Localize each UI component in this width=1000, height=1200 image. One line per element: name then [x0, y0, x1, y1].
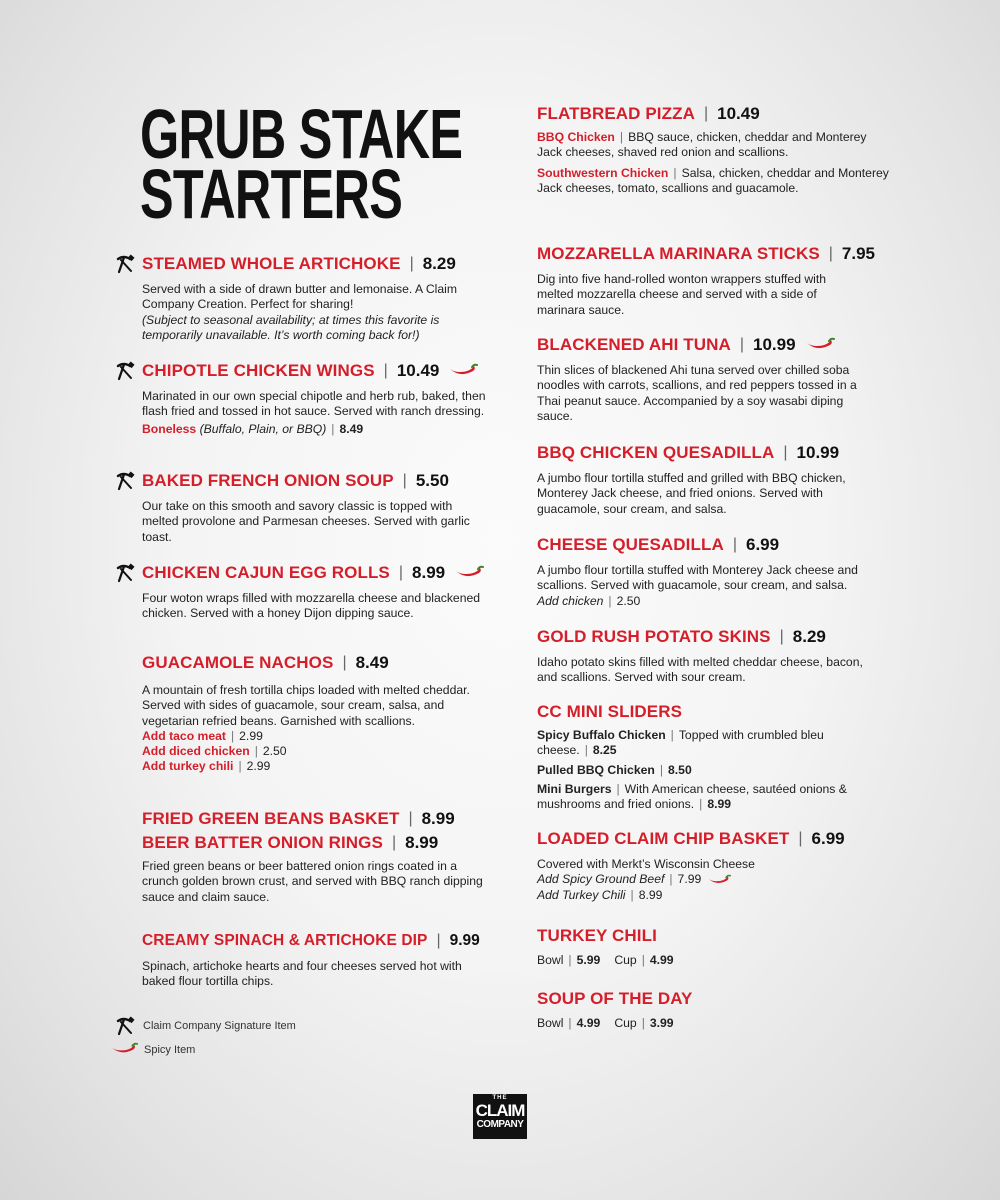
item-price: 8.99: [421, 809, 455, 828]
addon-row: Add diced chicken | 2.50: [142, 744, 287, 759]
legend-signature: [115, 1016, 296, 1036]
item-note: (Subject to seasonal availability; at times this favorite is temporarily unavailable. It’s worth coming back for!): [142, 312, 440, 342]
variant-description: BBQ sauce, chicken, cheddar and Monterey Jack cheeses, shaved red onion and scallions.: [537, 130, 867, 160]
bowl-label: Bowl: [537, 1016, 564, 1030]
variant-description: With American cheese, sautéed onions & mushrooms and fried onions.: [537, 781, 847, 812]
addon-label: Add Turkey Chili: [537, 887, 626, 902]
item-price: 8.49: [355, 653, 389, 672]
item-name: TURKEY CHILI: [537, 926, 657, 945]
item-name: MOZZARELLA MARINARA STICKS: [537, 244, 820, 263]
variant-label: Spicy Buffalo Chicken: [537, 728, 666, 742]
item-price: 10.99: [796, 443, 840, 462]
variant-description: Salsa, chicken, cheddar and Monterey Jack cheeses, tomato, scallions and guacamole.: [537, 165, 889, 195]
signature-pickaxe-icon: [115, 471, 135, 491]
size-prices: Bowl | 4.99 Cup | 3.99: [537, 1016, 674, 1030]
item-name: CHEESE QUESADILLA: [537, 535, 724, 554]
logo-line-3: COMPANY: [476, 1119, 524, 1130]
item-price: 10.49: [717, 104, 760, 123]
variant-label: Pulled BBQ Chicken: [537, 762, 655, 777]
addon-label: Add Spicy Ground Beef: [537, 872, 665, 887]
option-label: Boneless: [142, 421, 197, 436]
item-variant: Mini Burgers | With American cheese, sautéed onions & mushrooms and fried onions. | 8.99: [537, 781, 847, 812]
logo-line-2: CLAIM: [475, 1101, 525, 1120]
page-title: [140, 95, 463, 233]
item-name: FLATBREAD PIZZA: [537, 104, 695, 123]
item-description: Four woton wraps filled with mozzarella cheese and blackened chicken. Served with a honey Dijon dipping sauce.: [142, 591, 481, 621]
item-price: 5.50: [415, 471, 449, 490]
spicy-chili-icon: [110, 1042, 138, 1057]
item-price: 10.49: [396, 361, 440, 380]
item-price: 6.99: [746, 535, 780, 554]
variant-price: 8.25: [592, 743, 617, 758]
legend-spicy: [110, 1042, 195, 1057]
menu-item-cajun-egg-rolls: CHICKEN CAJUN EGG ROLLS | 8.99 Four woton wraps filled with mozzarella cheese and blackened chicken. Served with a honey Dijon dipping sauce.: [142, 562, 487, 622]
item-variant: Spicy Buffalo Chicken | Topped with crumbled bleu cheese. | 8.25: [537, 728, 824, 758]
spicy-chili-icon: [454, 565, 484, 581]
addon-label: Add taco meat: [142, 728, 226, 743]
variant-label: Southwestern Chicken: [537, 165, 669, 180]
addon-price: 2.50: [262, 744, 287, 759]
addon-price: 7.99: [677, 872, 702, 887]
signature-pickaxe-icon: [115, 563, 135, 583]
menu-item-mozzarella-sticks: MOZZARELLA MARINARA STICKS | 7.95 Dig into five hand-rolled wonton wrappers stuffed with melted mozzarella cheese and served with a side of marinara sauce.: [537, 244, 876, 317]
item-description: Thin slices of blackened Ahi tuna served over chilled soba noodles with carrots, scallions, and red peppers tossed in a Thai peanut sauce. Accompanied by a soy wasabi diping sauce.: [537, 363, 857, 423]
item-name: BLACKENED AHI TUNA: [537, 335, 731, 354]
item-description: Our take on this smooth and savory classic is topped with melted provolone and Parmesan cheeses. Served with garlic toast.: [142, 499, 470, 544]
item-name: STEAMED WHOLE ARTICHOKE: [142, 254, 401, 273]
addon-label: Add chicken: [537, 593, 604, 608]
item-price: 9.99: [449, 932, 480, 949]
item-description: Spinach, artichoke hearts and four cheeses served hot with baked flour tortilla chips.: [142, 959, 462, 989]
size-prices: Bowl | 5.99 Cup | 4.99: [537, 953, 674, 967]
bowl-price: 5.99: [576, 953, 601, 967]
menu-item-soup-of-the-day: [537, 988, 892, 1031]
addon-price: 2.99: [239, 728, 263, 743]
signature-pickaxe-icon: [115, 361, 135, 381]
variant-label: Mini Burgers: [537, 781, 612, 796]
cup-label: Cup: [614, 953, 637, 967]
signature-pickaxe-icon: [115, 254, 135, 274]
option-detail: (Buffalo, Plain, or BBQ): [199, 421, 327, 436]
item-description: A jumbo flour tortilla stuffed with Monterey Jack cheese and scallions. Served with guacamole, sour cream, and salsa.: [537, 563, 858, 593]
menu-item-guacamole-nachos: GUACAMOLE NACHOS | 8.49 A mountain of fresh tortilla chips loaded with melted cheddar. Served with sides of guacamole, sour cream, salsa, and vegetarian refried beans. Garnished with scallions. Add taco meat | 2.99 Add diced chicken | 2.50 Add turkey chili | 2.99: [142, 652, 487, 775]
item-price: 10.99: [753, 335, 796, 354]
variant-label: BBQ Chicken: [537, 130, 615, 144]
item-description: Dig into five hand-rolled wonton wrappers stuffed with melted mozzarella cheese and served with a side of marinara sauce.: [537, 272, 827, 317]
item-price: 6.99: [811, 829, 845, 848]
menu-item-french-onion-soup: BAKED FRENCH ONION SOUP | 5.50 Our take on this smooth and savory classic is topped with melted provolone and Parmesan cheeses. Served with garlic toast.: [142, 470, 487, 545]
item-description: Idaho potato skins filled with melted cheddar cheese, bacon, and scallions. Served with sour cream.: [537, 655, 863, 685]
claim-company-logo: [473, 1094, 527, 1139]
menu-item-turkey-chili: [537, 925, 892, 968]
menu-item-bbq-quesadilla: BBQ CHICKEN QUESADILLA | 10.99 A jumbo flour tortilla stuffed and grilled with BBQ chicken, Monterey Jack cheese, and fried onions. Served with guacamole, sour cream, and salsa.: [537, 442, 892, 517]
item-name: CHIPOTLE CHICKEN WINGS: [142, 361, 375, 380]
item-price-2: 8.99: [405, 833, 439, 852]
menu-item-cheese-quesadilla: CHEESE QUESADILLA | 6.99 A jumbo flour tortilla stuffed with Monterey Jack cheese and scallions. Served with guacamole, sour cream, and salsa. Add chicken | 2.50: [537, 535, 858, 608]
addon-label: Add turkey chili: [142, 759, 234, 774]
menu-item-mini-sliders: [537, 701, 892, 812]
item-name: LOADED CLAIM CHIP BASKET: [537, 829, 790, 848]
item-description: Marinated in our own special chipotle and herb rub, baked, then flash fried and tossed in hot sauce. Served with ranch dressing.: [142, 389, 486, 419]
item-price: 7.95: [841, 244, 876, 263]
addon-label: Add diced chicken: [142, 744, 250, 759]
title-line-1: GRUB STAKE: [140, 95, 463, 173]
item-description: Fried green beans or beer battered onion rings coated in a crunch golden brown crust, and served with BBQ ranch dipping sauce and claim sauce.: [142, 859, 483, 904]
variant-price: 8.50: [668, 762, 692, 777]
menu-item-flatbread-pizza: FLATBREAD PIZZA | 10.49 BBQ Chicken | BBQ sauce, chicken, cheddar and Monterey Jack cheeses, shaved red onion and scallions. Southwestern Chicken | Salsa, chicken, cheddar and Monterey Jack cheeses, tomato, scallions and guacamole.: [537, 103, 892, 196]
item-price: 8.29: [792, 627, 826, 646]
item-name-2: BEER BATTER ONION RINGS: [142, 833, 383, 852]
item-name: GUACAMOLE NACHOS: [142, 653, 334, 672]
item-name: CC MINI SLIDERS: [537, 702, 683, 721]
item-name: BAKED FRENCH ONION SOUP: [142, 471, 394, 490]
cup-label: Cup: [614, 1016, 637, 1030]
item-name: GOLD RUSH POTATO SKINS: [537, 627, 771, 646]
item-variant: BBQ Chicken | BBQ sauce, chicken, cheddar and Monterey Jack cheeses, shaved red onion and scallions.: [537, 130, 867, 160]
item-price: 8.29: [422, 254, 456, 273]
spicy-chili-icon: [707, 874, 731, 887]
item-variant: Southwestern Chicken | Salsa, chicken, cheddar and Monterey Jack cheeses, tomato, scallions and guacamole.: [537, 165, 889, 195]
item-description: Covered with Merkt’s Wisconsin Cheese: [537, 857, 755, 871]
addon-row: Add Turkey Chili | 8.99: [537, 887, 663, 902]
addon-row: Add Spicy Ground Beef | 7.99: [537, 872, 892, 887]
title-line-2: STARTERS: [140, 155, 403, 233]
menu-item-spinach-artichoke-dip: CREAMY SPINACH & ARTICHOKE DIP | 9.99 Spinach, artichoke hearts and four cheeses served hot with baked flour tortilla chips.: [142, 932, 480, 989]
item-name: SOUP OF THE DAY: [537, 989, 693, 1008]
item-name: CREAMY SPINACH & ARTICHOKE DIP: [142, 932, 428, 949]
spicy-chili-icon: [448, 363, 478, 379]
addon-price: 2.50: [616, 593, 641, 608]
item-option: Boneless (Buffalo, Plain, or BBQ) | 8.49: [142, 421, 364, 436]
menu-item-potato-skins: GOLD RUSH POTATO SKINS | 8.29 Idaho potato skins filled with melted cheddar cheese, bacon, and scallions. Served with sour cream.: [537, 626, 892, 686]
item-description: A jumbo flour tortilla stuffed and grilled with BBQ chicken, Monterey Jack cheese, and fried onions. Served with guacamole, sour cream, and salsa.: [537, 471, 846, 516]
item-price: 8.99: [412, 563, 446, 582]
menu-item-green-beans-onion-rings: FRIED GREEN BEANS BASKET | 8.99 BEER BATTER ONION RINGS | 8.99 Fried green beans or beer battered onion rings coated in a crunch golden brown crust, and served with BBQ ranch dipping sauce and claim sauce.: [142, 808, 487, 905]
addon-price: 2.99: [246, 759, 271, 774]
item-name: BBQ CHICKEN QUESADILLA: [537, 443, 775, 462]
logo-line-1: THE: [492, 1095, 508, 1101]
variant-description: Topped with crumbled bleu cheese.: [537, 728, 824, 758]
item-description: A mountain of fresh tortilla chips loaded with melted cheddar. Served with sides of guacamole, sour cream, salsa, and vegetarian refried beans. Garnished with scallions.: [142, 683, 470, 728]
item-name: CHICKEN CAJUN EGG ROLLS: [142, 563, 390, 582]
cup-price: 4.99: [649, 953, 674, 967]
item-description: Served with a side of drawn butter and lemonaise. A Claim Company Creation. Perfect for sharing!: [142, 282, 458, 312]
addon-row: Add taco meat | 2.99: [142, 728, 263, 743]
legend-spicy-label: Spicy Item: [144, 1043, 196, 1056]
variant-price: 8.99: [707, 797, 732, 812]
spicy-chili-icon: [805, 337, 835, 353]
bowl-label: Bowl: [537, 953, 564, 967]
signature-pickaxe-icon: [115, 1016, 135, 1036]
option-price: 8.49: [339, 421, 364, 436]
addon-row: Add turkey chili | 2.99: [142, 759, 271, 774]
cup-price: 3.99: [649, 1016, 674, 1030]
bowl-price: 4.99: [576, 1016, 601, 1030]
item-name: FRIED GREEN BEANS BASKET: [142, 809, 400, 828]
menu-item-steamed-artichoke: STEAMED WHOLE ARTICHOKE | 8.29 Served with a side of drawn butter and lemonaise. A Claim Company Creation. Perfect for sharing! (Subject to seasonal availability; at times this favorite is temporarily unavailable. It’s worth coming back for!): [142, 254, 458, 342]
menu-item-ahi-tuna: BLACKENED AHI TUNA | 10.99 Thin slices of blackened Ahi tuna served over chilled soba noodles with carrots, scallions, and red peppers tossed in a Thai peanut sauce. Accompanied by a soy wasabi diping sauce.: [537, 334, 892, 424]
menu-item-claim-chip-basket: LOADED CLAIM CHIP BASKET | 6.99 Covered with Merkt’s Wisconsin Cheese Add Spicy Ground Beef | 7.99 Add Turkey Chili | 8.99: [537, 828, 892, 903]
menu-item-chipotle-wings: CHIPOTLE CHICKEN WINGS | 10.49 Marinated in our own special chipotle and herb rub, baked, then flash fried and tossed in hot sauce. Served with ranch dressing. Boneless (Buffalo, Plain, or BBQ) | 8.49: [142, 361, 486, 436]
legend-signature-label: Claim Company Signature Item: [143, 1020, 296, 1032]
item-variant: Pulled BBQ Chicken | 8.50: [537, 762, 692, 777]
addon-price: 8.99: [638, 887, 663, 902]
